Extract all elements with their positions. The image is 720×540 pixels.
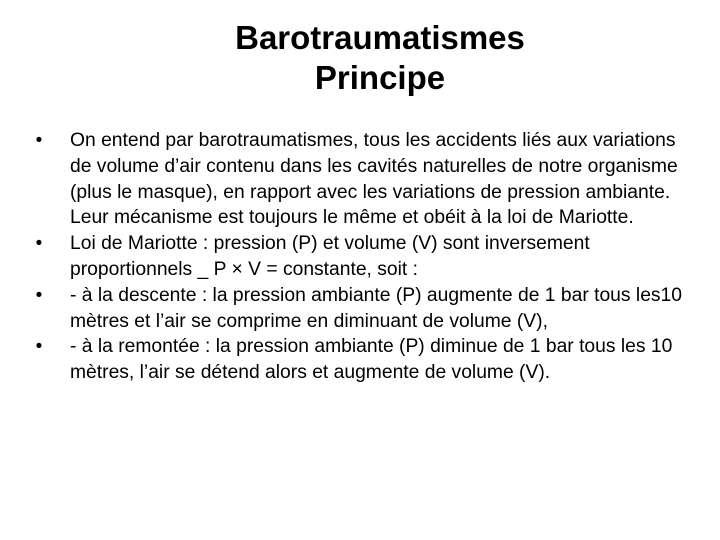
title-line-1: Barotraumatismes bbox=[235, 19, 525, 56]
bullet-dot-icon: • bbox=[35, 336, 43, 358]
bullet-dot-icon: • bbox=[35, 233, 43, 255]
bullet-text: Loi de Mariotte : pression (P) et volume (V) sont inversement proportionnels _ P × V = constante, soit : bbox=[70, 233, 590, 280]
bullet-text: - à la descente : la pression ambiante (P) augmente de 1 bar tous les10 mètres et l’air se comprime en diminuant de volume (V), bbox=[70, 284, 683, 332]
bullet-item bbox=[32, 334, 692, 386]
bullet-item bbox=[32, 231, 692, 283]
bullet-item bbox=[32, 283, 692, 335]
bullet-item bbox=[32, 128, 692, 231]
slide-title bbox=[180, 18, 580, 98]
bullet-list bbox=[32, 128, 692, 386]
bullet-dot-icon: • bbox=[35, 284, 43, 306]
bullet-text: On entend par barotraumatismes, tous les accidents liés aux variations de volume d’air contenu dans les cavités naturelles de notre organisme (plus le masque), en rapport avec les variations de pression ambiante. Leur mécanisme est toujours le même et obéit à la loi de Mariotte. bbox=[70, 130, 678, 229]
title-line-2: Principe bbox=[314, 59, 446, 96]
bullet-dot-icon: • bbox=[35, 130, 43, 151]
bullet-text: - à la remontée : la pression ambiante (P) diminue de 1 bar tous les 10 mètres, l’air se détend alors et augmente de volume (V). bbox=[70, 336, 673, 384]
